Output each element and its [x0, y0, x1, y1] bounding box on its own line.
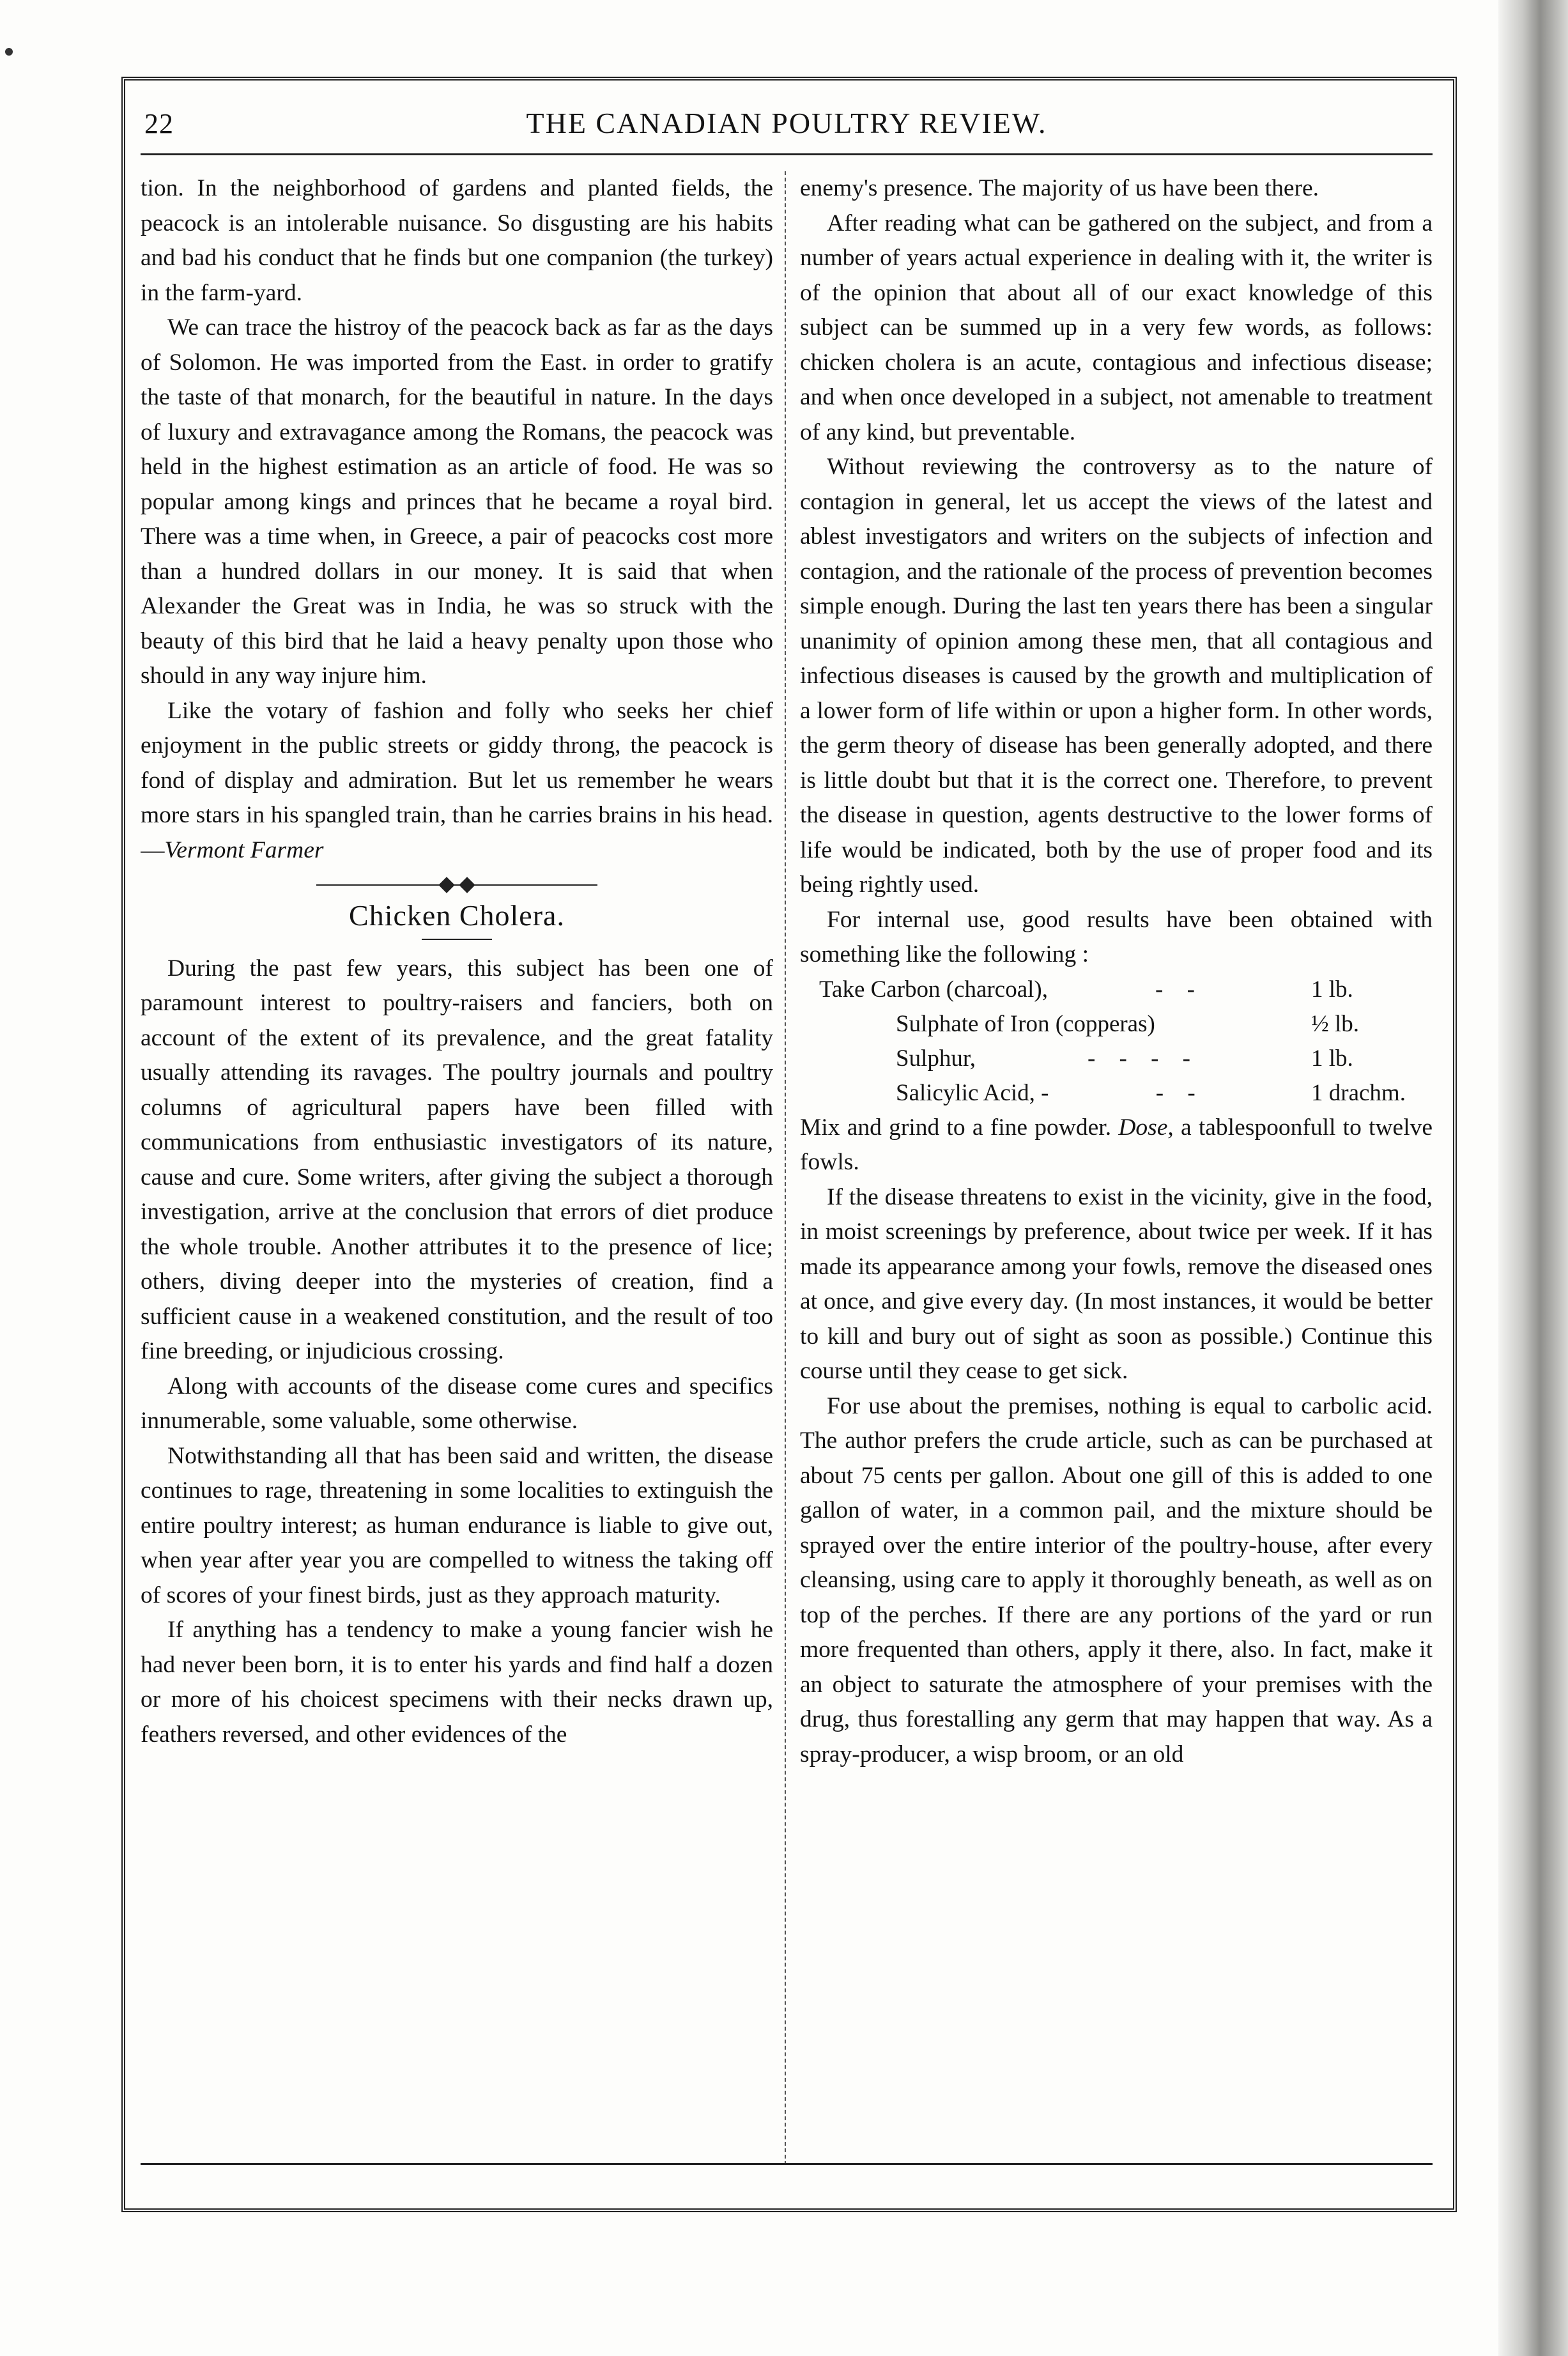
cholera-paragraph: Without reviewing the controversy as to the nature of contagion in general, let us accept the views of the latest and ablest investigators and writers on the subjects of infection and contagion, and the rationale of the process of prevention becomes simple enough. During the last ten years there has been a singular unanimity of opinion among these men, that all contagious and infectious diseases is caused by the growth and multiplication of a lower form of life within or upon a higher form. In other words, the germ theory of disease has been generally adopted, and there is little doubt but that it is the correct one. Therefore, to prevent the disease in question, agents destructive to the lower forms of life would be indicated, both by the use of proper food and its being rightly used.: [800, 454, 1433, 898]
dose-instruction: [800, 1111, 1433, 1180]
recipe-ingredient: Sulphate of Iron (copperas): [896, 1010, 1155, 1037]
dose-rest: a tablespoonfull to twelve fowls.: [800, 1114, 1433, 1175]
left-column: [141, 171, 773, 2152]
recipe-item: [800, 1007, 1433, 1042]
peacock-paragraph: tion. In the neighborhood of gardens and planted fields, the peacock is an intolerable nuisance. So disgusting are his habits and bad his conduct that he finds but one companion (the turkey) in the farm-yard.: [141, 175, 773, 306]
recipe-lead-word: Take: [819, 976, 865, 1003]
peacock-paragraph: [141, 694, 773, 868]
recipe-ingredient: Sulphur,: [896, 1045, 976, 1072]
section-ornament: [316, 878, 597, 892]
title-rule: [422, 939, 492, 940]
scan-speck: [5, 48, 13, 56]
source-credit: Vermont Farmer: [164, 836, 324, 863]
recipe-quantity: ½ lb.: [1311, 1010, 1360, 1037]
recipe-leader: [1155, 1007, 1311, 1042]
cholera-paragraph: enemy's presence. The majority of us have been there.: [800, 175, 1319, 201]
scan-edge-shadow: [1498, 0, 1568, 2356]
recipe-lead: [819, 973, 1048, 1007]
column-divider: [785, 171, 786, 2165]
bottom-border-rule: [141, 2163, 1433, 2165]
recipe-ingredient: Carbon (charcoal),: [870, 976, 1048, 1003]
cholera-paragraph: For internal use, good results have been obtained with something like the following :: [800, 906, 1433, 967]
cholera-paragraph: During the past few years, this subject has been one of paramount interest to poultry-raisers and fanciers, both on account of the extent of its prevalence, and the great fatality usually attending its ravages. The poultry journals and poultry columns of agricultural papers have been filled with communications from enthusiastic investigators of its nature, cause and cure. Some writers, after giving the subject a thorough investigation, arrive at the conclusion that errors of diet produce the whole trouble. Another attributes it to the presence of lice; others, diving deeper into the mysteries of creation, find a sufficient cause in a weakened constitution, and the result of too fine breeding, or injudicious crossing.: [141, 955, 773, 1364]
recipe-leader: - -: [1155, 976, 1204, 1003]
recipe-leader: - - - -: [1087, 1045, 1199, 1072]
cholera-paragraph: If the disease threatens to exist in the vicinity, give in the food, in moist screenings by preference, about twice per week. If it has made its appearance among your fowls, remove the diseased ones at once, and give every day. (In most instances, it would be better to kill and bury out of sight as soon as possible.) Continue this course until they cease to get sick.: [800, 1183, 1433, 1384]
journal-title: THE CANADIAN POULTRY REVIEW.: [526, 107, 1047, 139]
magazine-page: [141, 96, 1433, 2192]
recipe-quantity: 1 lb.: [1311, 976, 1353, 1003]
recipe-list: [800, 973, 1433, 1111]
recipe-quantity: 1 lb.: [1311, 1045, 1353, 1072]
article-columns: [141, 171, 1433, 2152]
recipe-item: [800, 1042, 1433, 1076]
recipe-item: [800, 1076, 1433, 1111]
cholera-paragraph: If anything has a tendency to make a young fancier wish he had never been born, it is to enter his yards and find half a dozen or more of his choicest specimens with their necks drawn up, feathers reversed, and other evidences of the: [141, 1617, 773, 1748]
cholera-paragraph: After reading what can be gathered on the subject, and from a number of years actual experience in dealing with it, the writer is of the opinion that about all of our exact knowledge of this subject can be summed up in a very few words, as follows: chicken cholera is an acute, contagious and infectious disease; and when once developed in a subject, not amenable to treatment of any kind, but preventable.: [800, 210, 1433, 445]
peacock-paragraph: We can trace the histroy of the peacock back as far as the days of Solomon. He was imported from the East. in order to gratify the taste of that monarch, for the beautiful in nature. In the days of luxury and extravagance among the Romans, the peacock was held in the highest estimation as an article of food. He was so popular among kings and princes that he became a royal bird. There was a time when, in Greece, a pair of peacocks cost more than a hundred dollars in our money. It is said that when Alexander the Great was in India, he was so struck with the beauty of this bird that he laid a heavy penalty upon those who should in any way injure him.: [141, 314, 773, 689]
recipe-leader: - -: [1155, 1079, 1204, 1106]
cholera-paragraph: Along with accounts of the disease come cures and specifics innumerable, some valuable, some otherwise.: [141, 1373, 773, 1434]
cholera-paragraph: For use about the premises, nothing is equal to carbolic acid. The author prefers the crude article, such as can be purchased at about 75 cents per gallon. About one gill of this is added to one gallon of water, in a common pail, and the mixture should be sprayed over the entire interior of the poultry-house, after every cleansing, using care to apply it thoroughly beneath, as well as on top of the perches. If there are any portions of the yard or run more frequented than others, apply it there, also. In fact, make it an object to saturate the atmosphere of your premises with the drug, thus forestalling any germ that may happen that way. As a spray-producer, a wisp broom, or an old: [800, 1392, 1433, 1767]
recipe-item: [800, 973, 1433, 1007]
peacock-paragraph-text: Like the votary of fashion and folly who seeks her chief enjoyment in the public streets or giddy throng, the peacock is fond of display and admiration. But let us remember he wears more stars in his spangled train, than he carries brains in his head.—: [141, 697, 773, 863]
page-number: 22: [144, 108, 174, 139]
recipe-quantity: 1 drachm.: [1311, 1079, 1406, 1106]
section-title: Chicken Cholera.: [349, 899, 565, 932]
dose-word: Dose,: [1118, 1114, 1174, 1141]
ornament-diamond: [438, 877, 454, 893]
cholera-paragraph: Notwithstanding all that has been said and written, the disease continues to rage, threatening in some localities to extinguish the entire poultry interest; as human endurance is liable to give out, when year after year you are compelled to witness the taking off of scores of your finest birds, just as they approach maturity.: [141, 1442, 773, 1608]
recipe-ingredient: Salicylic Acid, -: [896, 1079, 1049, 1106]
ornament-diamond: [459, 877, 475, 893]
running-head: [141, 96, 1433, 155]
dose-lead: Mix and grind to a fine powder.: [800, 1114, 1112, 1141]
right-column: [800, 171, 1433, 2152]
